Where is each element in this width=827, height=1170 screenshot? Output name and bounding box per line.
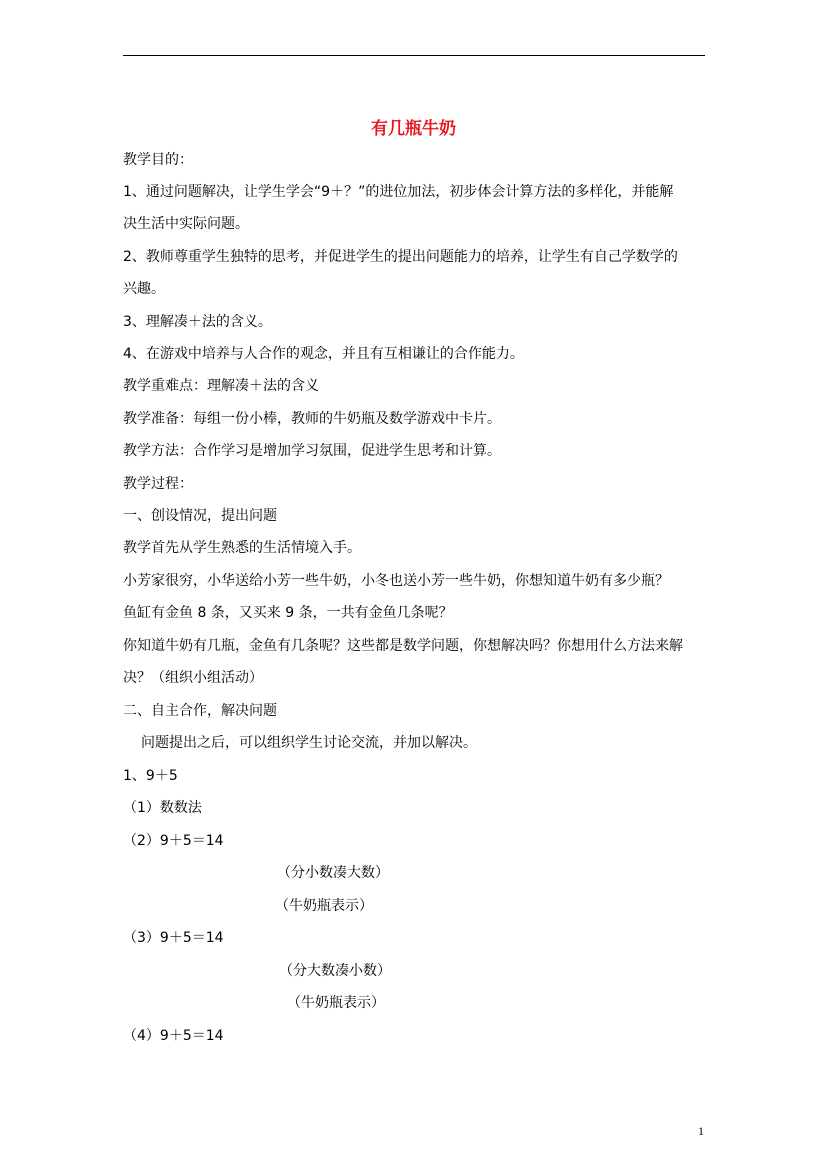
- paragraph-line: 兴趣。: [123, 281, 165, 297]
- paragraph-line: 1、通过问题解决，让学生学会“9＋？”的进位加法，初步体会计算方法的多样化，并能解: [123, 184, 674, 200]
- document-title: 有几瓶牛奶: [371, 119, 456, 139]
- paragraph-line: 4、在游戏中培养与人合作的观念，并且有互相谦让的合作能力。: [123, 346, 524, 362]
- header-rule: [123, 55, 705, 56]
- page-number: 1: [698, 1124, 704, 1138]
- paragraph-line: 教学准备：每组一份小棒，教师的牛奶瓶及数学游戏中卡片。: [123, 411, 501, 427]
- section-heading: 二、自主合作，解决问题: [123, 703, 277, 719]
- paragraph-line: （2）9＋5＝14: [123, 833, 224, 849]
- paragraph-line: 鱼缸有金鱼 8 条，又买来 9 条，一共有金鱼几条呢？: [123, 605, 453, 621]
- paragraph-line: （1）数数法: [123, 800, 202, 816]
- section-heading: 一、创设情况，提出问题: [123, 508, 277, 524]
- paragraph-line: （牛奶瓶表示）: [275, 898, 373, 914]
- paragraph-line: 问题提出之后，可以组织学生讨论交流，并加以解决。: [141, 735, 477, 751]
- paragraph-line: 决？（组织小组活动）: [123, 670, 263, 686]
- paragraph-line: （分大数凑小数）: [279, 963, 391, 979]
- paragraph-line: 2、教师尊重学生独特的思考，并促进学生的提出问题能力的培养，让学生有自己学数学的: [123, 249, 678, 265]
- paragraph-line: 你知道牛奶有几瓶，金鱼有几条呢？这些都是数学问题，你想解决吗？你想用什么方法来解: [123, 638, 683, 654]
- paragraph-line: 教学目的：: [123, 152, 193, 168]
- paragraph-line: 1、9＋5: [123, 768, 178, 784]
- paragraph-line: 教学过程：: [123, 476, 193, 492]
- paragraph-line: 决生活中实际问题。: [123, 216, 249, 232]
- paragraph-line: （分小数凑大数）: [277, 865, 389, 881]
- paragraph-line: （3）9＋5＝14: [123, 930, 224, 946]
- paragraph-line: 小芳家很穷，小华送给小芳一些牛奶，小冬也送小芳一些牛奶，你想知道牛奶有多少瓶？: [123, 573, 669, 589]
- paragraph-line: 教学方法：合作学习是增加学习氛围，促进学生思考和计算。: [123, 443, 501, 459]
- paragraph-line: （4）9＋5＝14: [123, 1028, 224, 1044]
- paragraph-line: （牛奶瓶表示）: [287, 995, 385, 1011]
- paragraph-line: 教学首先从学生熟悉的生活情境入手。: [123, 540, 361, 556]
- paragraph-line: 3、理解凑＋法的含义。: [123, 314, 272, 330]
- paragraph-line: 教学重难点：理解凑＋法的含义: [123, 378, 319, 394]
